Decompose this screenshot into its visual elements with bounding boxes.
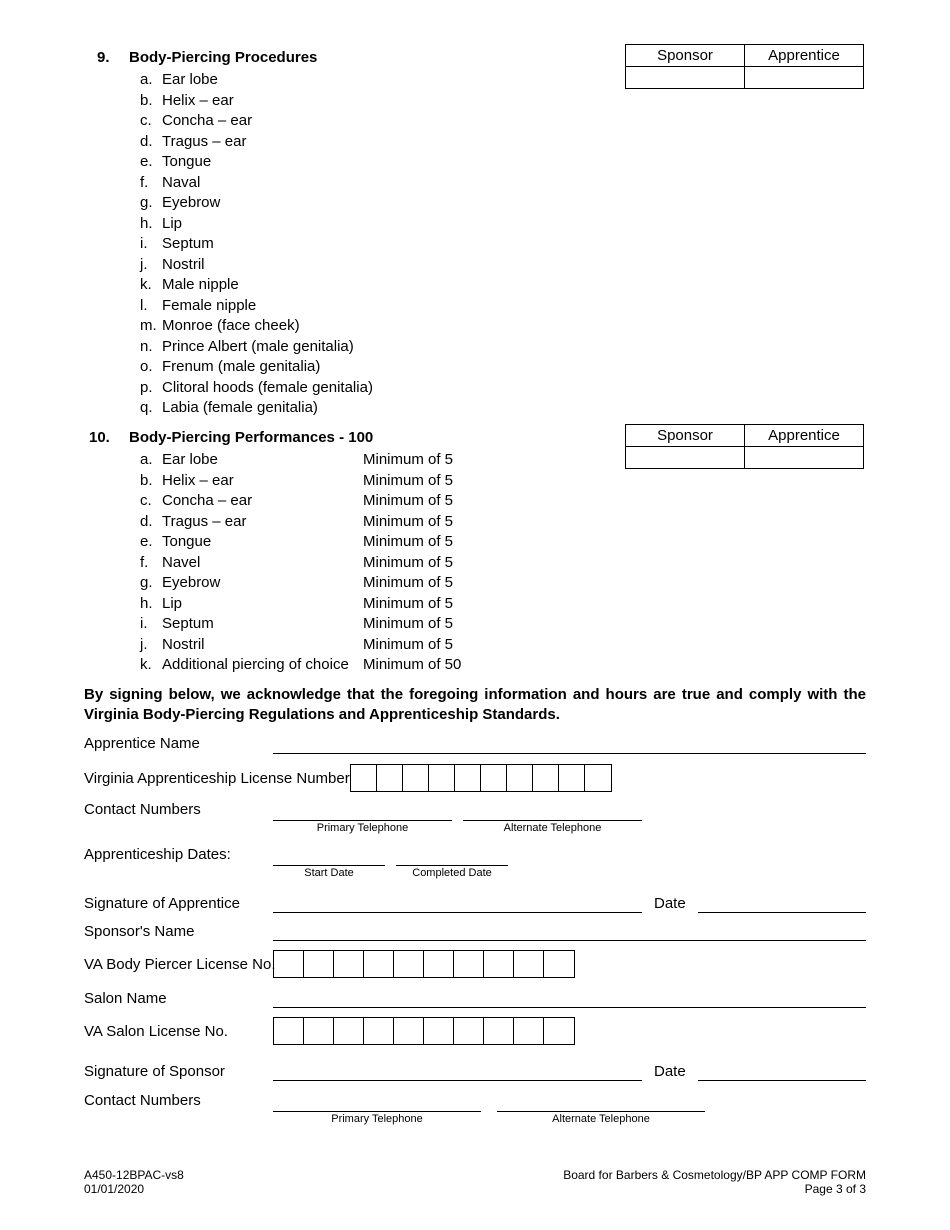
item-requirement: Minimum of 5 [363, 471, 454, 489]
item-text: Additional piercing of choice [162, 656, 349, 673]
body-piercer-license-label: VA Body Piercer License No. [84, 956, 276, 973]
section-10-signoff-table [625, 424, 864, 469]
apprentice-initial-cell[interactable] [745, 67, 864, 89]
sponsor-date-field[interactable] [698, 1080, 866, 1081]
sponsor-alternate-telephone-caption: Alternate Telephone [552, 1113, 650, 1125]
item-letter: d. [140, 132, 153, 150]
salon-name-field[interactable] [273, 1007, 866, 1008]
item-text: Eyebrow [162, 194, 221, 211]
item-requirement: Minimum of 5 [363, 533, 454, 550]
item-text: Frenum (male genitalia) [162, 358, 321, 375]
item-requirement: Minimum of 5 [363, 512, 454, 530]
alternate-telephone-field[interactable] [463, 820, 642, 821]
item-text: Clitoral hoods (female genitalia) [162, 378, 373, 396]
sponsor-date-label: Date [654, 1063, 686, 1080]
item-letter: g. [140, 574, 153, 591]
item-text: Ear lobe [162, 71, 218, 88]
item-requirement: Minimum of 5 [363, 574, 454, 591]
alternate-telephone-caption: Alternate Telephone [503, 822, 602, 834]
item-requirement: Minimum of 5 [363, 635, 454, 653]
item-letter: o. [140, 358, 153, 375]
item-letter: i. [140, 235, 148, 252]
completed-date-field[interactable] [396, 865, 508, 866]
body-piercer-license-boxes[interactable] [273, 950, 575, 978]
contact-numbers-label: Contact Numbers [84, 801, 201, 818]
item-text: Helix – ear [162, 91, 234, 109]
item-text: Navel [162, 553, 201, 571]
item-letter: b. [140, 471, 153, 489]
item-text: Labia (female genitalia) [162, 399, 318, 416]
sponsor-header: Sponsor [626, 45, 745, 67]
item-requirement: Minimum of 5 [363, 451, 454, 468]
signature-apprentice-label: Signature of Apprentice [84, 895, 240, 912]
apprentice-date-label: Date [654, 895, 686, 912]
sponsor-initial-cell[interactable] [626, 67, 745, 89]
item-letter: c. [140, 112, 152, 129]
item-text: Male nipple [162, 276, 239, 293]
item-text: Monroe (face cheek) [162, 317, 300, 334]
apprentice-header: Apprentice [745, 45, 864, 67]
apprentice-date-field[interactable] [698, 912, 866, 913]
completed-date-caption: Completed Date [412, 867, 492, 879]
salon-license-label: VA Salon License No. [84, 1023, 228, 1040]
item-text: Lip [162, 594, 183, 612]
item-letter: c. [140, 492, 152, 509]
sponsor-primary-telephone-field[interactable] [273, 1111, 481, 1112]
apprentice-name-label: Apprentice Name [84, 735, 200, 752]
section-10-number: 10. [89, 429, 110, 446]
sponsor-initial-cell[interactable] [626, 447, 745, 469]
item-letter: l. [140, 296, 148, 314]
signature-sponsor-field[interactable] [273, 1080, 642, 1081]
item-text: Lip [162, 214, 183, 232]
start-date-field[interactable] [273, 865, 385, 866]
section-9-title: Body-Piercing Procedures [129, 49, 318, 66]
item-text: Female nipple [162, 296, 257, 314]
apprenticeship-license-label: Virginia Apprenticeship License Number [84, 770, 350, 787]
page-number: Page 3 of 3 [804, 1182, 866, 1196]
item-text: Eyebrow [162, 574, 221, 591]
acknowledgement-text: By signing below, we acknowledge that the foregoing information and hours are true and comply with the Virginia Body-Piercing Regulations and Apprenticeship Standards. [84, 686, 866, 723]
item-letter: h. [140, 594, 153, 612]
item-text: Septum [162, 235, 214, 252]
signature-sponsor-label: Signature of Sponsor [84, 1063, 225, 1080]
item-letter: p. [140, 378, 153, 396]
salon-license-boxes[interactable] [273, 1017, 575, 1045]
item-text: Naval [162, 173, 201, 191]
item-text: Tragus – ear [162, 512, 247, 530]
item-letter: q. [140, 399, 153, 416]
sponsor-contact-numbers-label: Contact Numbers [84, 1092, 201, 1109]
item-letter: j. [140, 635, 148, 653]
primary-telephone-field[interactable] [273, 820, 452, 821]
item-letter: f. [140, 173, 149, 191]
sponsor-name-field[interactable] [273, 940, 866, 941]
section-10-title: Body-Piercing Performances - 100 [129, 429, 374, 446]
sponsor-alternate-telephone-field[interactable] [497, 1111, 705, 1112]
item-letter: i. [140, 615, 148, 632]
item-letter: g. [140, 194, 153, 211]
item-letter: k. [140, 656, 152, 673]
item-text: Tongue [162, 533, 212, 550]
apprenticeship-license-boxes[interactable] [350, 764, 612, 792]
section-9-number: 9. [97, 49, 110, 66]
item-requirement: Minimum of 5 [363, 615, 454, 632]
footer-right [563, 1168, 866, 1196]
apprentice-initial-cell[interactable] [745, 447, 864, 469]
item-text: Ear lobe [162, 451, 218, 468]
sponsor-header: Sponsor [626, 425, 745, 447]
item-text: Nostril [162, 255, 205, 273]
item-text: Septum [162, 615, 214, 632]
item-letter: d. [140, 512, 153, 530]
item-letter: j. [140, 255, 148, 273]
item-letter: e. [140, 533, 153, 550]
board-name: Board for Barbers & Cosmetology/BP APP COMP FORM [563, 1168, 866, 1182]
item-letter: h. [140, 214, 153, 232]
item-text: Prince Albert (male genitalia) [162, 337, 354, 355]
item-letter: a. [140, 71, 153, 88]
apprentice-name-field[interactable] [273, 753, 866, 754]
item-text: Helix – ear [162, 471, 234, 489]
footer-left [84, 1168, 184, 1196]
apprenticeship-dates-label: Apprenticeship Dates: [84, 846, 231, 863]
item-requirement: Minimum of 5 [363, 492, 454, 509]
item-letter: n. [140, 337, 153, 355]
item-letter: e. [140, 153, 153, 170]
primary-telephone-caption: Primary Telephone [316, 822, 409, 834]
salon-name-label: Salon Name [84, 990, 167, 1007]
apprentice-header: Apprentice [745, 425, 864, 447]
item-requirement: Minimum of 5 [363, 553, 454, 571]
item-text: Tragus – ear [162, 132, 247, 150]
item-letter: a. [140, 451, 153, 468]
signature-apprentice-field[interactable] [273, 912, 642, 913]
item-letter: k. [140, 276, 152, 293]
item-letter: m. [140, 317, 157, 334]
item-letter: f. [140, 553, 149, 571]
sponsor-primary-telephone-caption: Primary Telephone [331, 1113, 423, 1125]
item-text: Tongue [162, 153, 212, 170]
sponsor-name-label: Sponsor's Name [84, 923, 195, 940]
item-text: Nostril [162, 635, 205, 653]
form-code: A450-12BPAC-vs8 [84, 1168, 184, 1182]
section-9-signoff-table [625, 44, 864, 89]
item-text: Concha – ear [162, 492, 253, 509]
item-letter: b. [140, 91, 153, 109]
start-date-caption: Start Date [304, 867, 354, 879]
form-date: 01/01/2020 [84, 1182, 145, 1196]
item-requirement: Minimum of 5 [363, 594, 454, 612]
item-requirement: Minimum of 50 [363, 656, 462, 673]
item-text: Concha – ear [162, 112, 253, 129]
